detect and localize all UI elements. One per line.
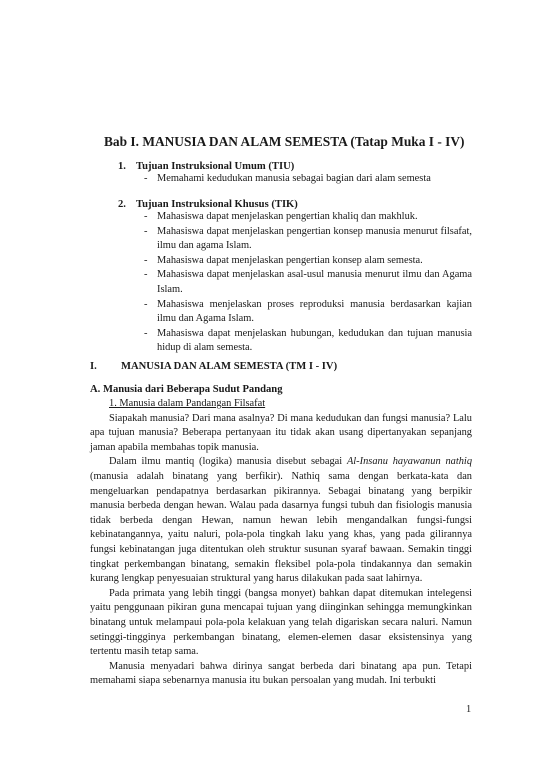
tik-item: - Mahasiswa dapat menjelaskan pengertian konsep alam semesta. xyxy=(144,254,472,269)
tiu-heading xyxy=(118,161,472,172)
tik-item: - Mahasiswa dapat menjelaskan pengertian konsep manusia menurut filsafat, ilmu dan agama Islam. xyxy=(144,225,472,254)
chapter-title: Bab I. MANUSIA DAN ALAM SEMESTA (Tatap Muka I - IV) xyxy=(104,134,465,149)
subsection-heading: A. Manusia dari Beberapa Sudut Pandang xyxy=(90,384,283,395)
paragraph: Pada primata yang lebih tinggi (bangsa monyet) bahkan dapat ditemukan intelegensi yaitu penggunaan pikiran guna mencapai tujuan yang diinginkan sehingga memungkinkan binatang untuk melampaui pola-pola kelakuan yang telah digariskan secara naluri. Namun setinggi-tingginya perkembangan binatang, elemen-elemen dasar eksistensinya yang tertentu masih tetap sama. xyxy=(90,587,472,658)
paragraph: Siapakah manusia? Dari mana asalnya? Di mana kedudukan dan fungsi manusia? Lalu apa tujuan manusia? Beberapa pertanyaan itu tidak akan usang dipertanyakan sepanjang jaman apabila membahas topik manusia. xyxy=(90,412,472,453)
tik-list xyxy=(144,210,472,356)
tik-heading-text: Tujuan Instruksional Khusus (TIK) xyxy=(136,199,298,210)
tik-number: 2. xyxy=(118,199,126,210)
page-number: 1 xyxy=(466,704,472,715)
section-heading xyxy=(90,361,470,372)
tik-item: - Mahasiswa dapat menjelaskan hubungan, kedudukan dan tujuan manusia hidup di alam semesta. xyxy=(144,327,472,356)
tiu-list xyxy=(144,172,472,187)
paragraph: Dalam ilmu mantiq (logika) manusia disebut sebagai Al-Insanu hayawanun nathiq (manusia adalah binatang yang berfikir). Nathiq sama dengan berkata-kata dan mengeluarkan pendapatnya berdasarkan pikirannya. Sebagai binatang yang berpikir manusia berbeda dengan hewan. Walau pada dasarnya fungsi tubuh dan fisiologis manusia tidak berbeda dengan Hewan, namun hewan lebih mengandalkan fungsi-fungsi kebinatangannya, yaitu naluri, pola-pola tingkah laku yang khas, yang pada gilirannya fungsi kebinatangan juga ditentukan oleh struktur susunan syaraf bawaan. Semakin tinggi tingkat perkembangan binatang, semakin fleksibel pola-pola tindakannya dan semakin kurang lengkap penyesuaian struktural yang harus dilakukan pada saat lahirnya. xyxy=(90,456,473,585)
tik-item: - Mahasiswa dapat menjelaskan asal-usul manusia menurut ilmu dan Agama Islam. xyxy=(144,268,472,297)
body-text xyxy=(90,397,472,689)
subsubsection-heading: 1. Manusia dalam Pandangan Filsafat xyxy=(109,398,266,409)
section-number: I. xyxy=(90,361,97,372)
tiu-heading-text: Tujuan Instruksional Umum (TIU) xyxy=(136,161,295,172)
paragraph: Manusia menyadari bahwa dirinya sangat berbeda dari binatang apa pun. Tetapi memahami siapa sebenarnya manusia itu bukan persoalan yang mudah. Ini terbukti xyxy=(90,660,472,687)
tik-heading xyxy=(118,199,472,210)
tiu-number: 1. xyxy=(118,161,126,172)
section-title: MANUSIA DAN ALAM SEMESTA (TM I - IV) xyxy=(121,361,338,372)
tiu-item: - Memahami kedudukan manusia sebagai bagian dari alam semesta xyxy=(144,172,472,187)
tik-item: - Mahasiswa menjelaskan proses reproduksi manusia berdasarkan kajian ilmu dan Agama Islam. xyxy=(144,298,472,327)
tiu-section xyxy=(118,161,472,187)
arabic-term: Al-Insanu hayawanun nathiq xyxy=(346,456,473,468)
tik-section xyxy=(118,199,472,356)
tik-item: - Mahasiswa dapat menjelaskan pengertian khaliq dan makhluk. xyxy=(144,210,472,225)
